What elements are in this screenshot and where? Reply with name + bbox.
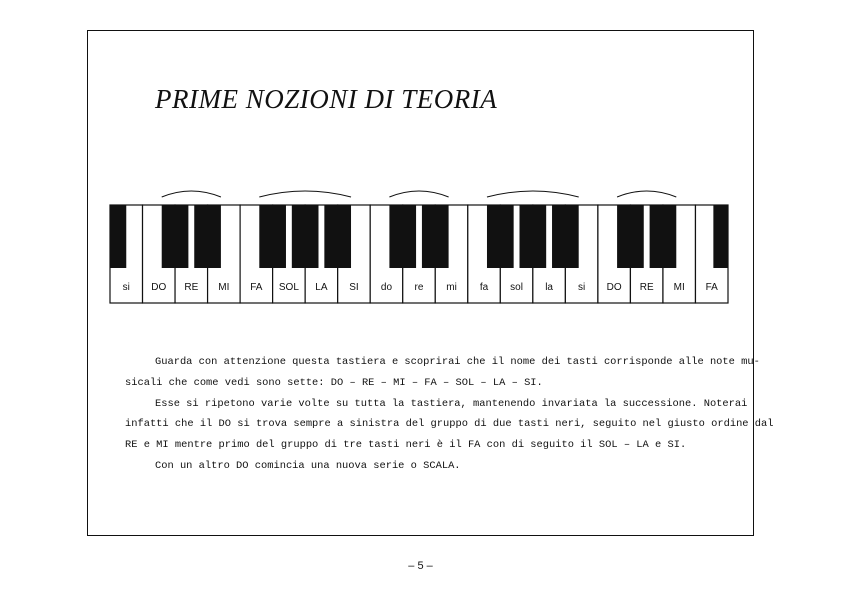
key-label: re — [414, 282, 424, 293]
key-label: mi — [446, 282, 457, 293]
paragraph-line: sicali che come vedi sono sette: DO – RE – MI – FA – SOL – LA – SI. — [125, 376, 543, 389]
body-text — [125, 352, 774, 477]
black-key — [194, 205, 221, 268]
key-label: la — [545, 282, 554, 293]
key-label: sol — [510, 282, 523, 293]
key-label: si — [578, 282, 586, 293]
group-arc — [259, 191, 351, 197]
paragraph-line: infatti che il DO si trova sempre a sinistra del gruppo di due tasti neri, seguito nel giusto ordine dal — [125, 418, 774, 431]
black-key — [650, 205, 677, 268]
key-label: do — [380, 282, 393, 293]
black-key — [259, 205, 286, 268]
key-label: MI — [218, 282, 230, 293]
group-arc — [389, 191, 448, 197]
black-key — [422, 205, 449, 268]
black-key — [292, 205, 319, 268]
page-title: PRIME NOZIONI DI TEORIA — [155, 84, 498, 114]
key-label: DO — [606, 282, 622, 293]
black-key — [324, 205, 351, 268]
black-key — [520, 205, 547, 268]
paragraph-line: Con un altro DO comincia una nuova serie o SCALA. — [155, 459, 461, 472]
key-label: SOL — [278, 282, 299, 293]
paragraph-line: Guarda con attenzione questa tastiera e scoprirai che il nome dei tasti corrisponde alle note mu- — [155, 356, 760, 368]
key-label: SI — [349, 282, 359, 293]
page-number: – 5 – — [408, 560, 433, 572]
black-key — [552, 205, 579, 268]
black-key — [110, 205, 126, 268]
key-label: LA — [315, 282, 328, 293]
group-arc — [617, 191, 676, 197]
key-label: FA — [705, 282, 718, 293]
black-key — [389, 205, 416, 268]
key-label: FA — [250, 282, 263, 293]
key-label: fa — [479, 282, 489, 293]
key-label: RE — [639, 282, 654, 293]
paragraph-line: RE e MI mentre primo del gruppo di tre tasti neri è il FA con di seguito il SOL – LA e SI. — [125, 439, 687, 452]
black-key — [617, 205, 644, 268]
key-label: RE — [184, 282, 199, 293]
key-label: si — [122, 282, 130, 293]
key-label: MI — [673, 282, 685, 293]
group-arc — [487, 191, 579, 197]
black-key — [162, 205, 189, 268]
black-key — [713, 205, 728, 268]
black-key — [487, 205, 514, 268]
paragraph-line: Esse si ripetono varie volte su tutta la tastiera, mantenendo invariata la successione. Noterai — [155, 397, 748, 410]
key-label: DO — [151, 282, 167, 293]
group-arc — [162, 191, 221, 197]
